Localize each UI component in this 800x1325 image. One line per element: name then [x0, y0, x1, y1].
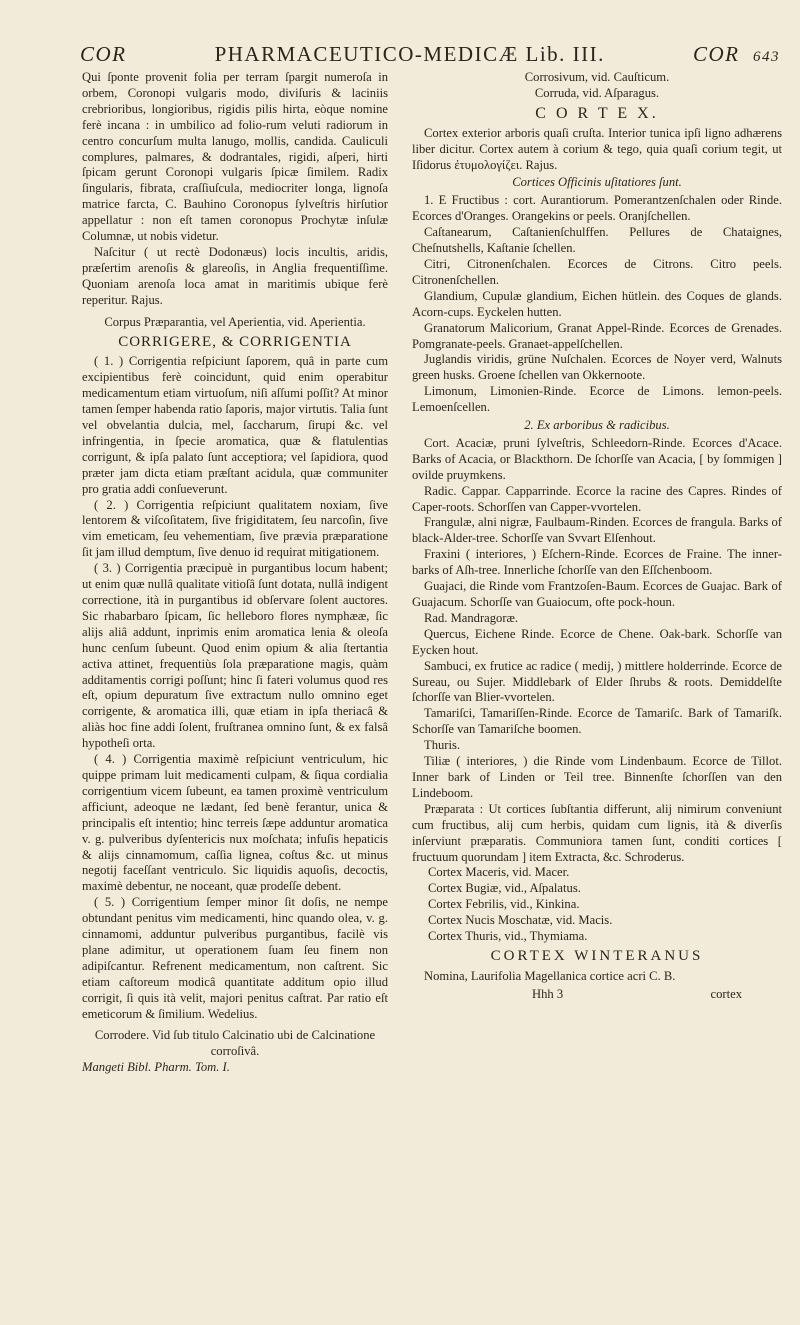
- paragraph: ( 3. ) Corrigentia præcipuè in purgantibus locum habent; ut enim quæ nullâ qualitate vitioſâ ſunt dotata, nullâ indigent correctione, ità in purgantibus id obſervare ſolent auctores. Sic rhabarbaro ſpicam, ſic helleboro flores nymphææ, ſic alijs aliâ addunt, inprimis enim aromatica lenia & oleoſa hunc cenſum ſubeunt. Quod enim opium & alia ſtertantia activa attinet, frequentiùs ſola præparatione magis, quàm additamentis corrigi poſſunt; hinc ſi fateri volumus quod res eſt, opium depuratum ſive extractum nullo omnino eget corrigente, & aromatica illi, quæ etiam in ipſa theriacâ & aliàs hoc fine addi ſolent, fruſtranea omnino ſunt, & ex falsâ hypotheſi orta.: [82, 561, 388, 751]
- paragraph: Fraxini ( interiores, ) Eſchern-Rinde. Ecorces de Fraine. The inner-barks of Aſh-tree. Innerliche ſchorſſe van den Eſſchenboom.: [412, 547, 782, 578]
- paragraph: ( 2. ) Corrigentia reſpiciunt qualitatem noxiam, ſive lentorem & viſcoſitatem, ſive frigiditatem, ſeu narcoſin, ſive vim emeticam, ſeu vehementiam, ſive prævia præparatione ſit jam illud demptum, ſive denuo id requirat mitigationem.: [82, 497, 388, 560]
- signature-mark: Hhh 3: [532, 986, 564, 1001]
- paragraph: Radic. Cappar. Capparrinde. Ecorce la racine des Capres. Rindes of Caper-roots. Schorſſen van Capper-vvortelen.: [412, 483, 782, 514]
- cross-reference: Cortex Thuris, vid., Thymiama.: [428, 929, 588, 944]
- header-title: PHARMACEUTICO-MEDICÆ Lib. III.: [214, 42, 605, 66]
- paragraph: Nomina, Laurifolia Magellanica cortice acri C. B.: [424, 968, 676, 983]
- paragraph: Cortex exterior arboris quaſi cruſta. Interior tunica ipſi ligno adhærens liber dicitur. Cortex autem à corium & tego, quia quaſi corium tegit, ut Iſidorus ἐτυμολογίζει. Rajus.: [412, 125, 782, 172]
- cross-reference: Cortex Maceris, vid. Macer.: [428, 865, 570, 880]
- paragraph: Juglandis viridis, grüne Nuſchalen. Ecorces de Noyer verd, Walnuts green husks. Groene ſchellen van Okkernoote.: [412, 352, 782, 383]
- paragraph: ( 4. ) Corrigentia maximè reſpiciunt ventriculum, hic quippe primam luit medicamenti culpam, & ſiqua cordialia corrigentium vicem ſubeunt, ea tamen proximè ventriculum afficiunt, adeoque ne lædant, ſed benè ferantur, unica & principalis eſt intentio; hinc terreis ſæpe adduntur aromatica v. g. pulveribus dyſentericis nux moſchata; infuſis hepaticis & alijs cinnamomum, caſſia lignea, coſtus &c. ut minus negotij faceſſant ventriculo. Sic liquidis aquoſis, decoctis, maximè debentur, ne noceant, quæ prodeſſe debent.: [82, 752, 388, 894]
- running-header: [80, 42, 780, 66]
- right-column: [412, 70, 782, 1003]
- paragraph: Tiliæ ( interiores, ) die Rinde vom Lindenbaum. Ecorce de Tillot. Inner bark of Linden or Teil tree. Binnenſte ſchorſſen van den Lindeboom.: [412, 754, 782, 800]
- cross-reference: Cortex Febrilis, vid., Kinkina.: [428, 897, 580, 912]
- subheading: Cortices Officinis uſitatiores ſunt.: [512, 175, 682, 190]
- signature-line: Mangeti Bibl. Pharm. Tom. I.: [82, 1060, 230, 1075]
- paragraph: ( 5. ) Corrigentium ſemper minor ſit doſis, ne nempe obtundant penitus vim medicamenti, hinc quando olea, v. g. cinnamomi, adduntur pulveribus purgantibus, facilè vis plane adimitur, ut operationem ſuam ſeu finem non adipiſcantur. Refrenent medicamentum, non caſtrent. Sic etiam caſtoreum modicâ quantitate additum opio illud corrigit, ſi quis ità velit, majori penitus caſtrat. Par ratio eſt emeticorum & ſimilium. Wedelius.: [82, 895, 388, 1021]
- section-heading: C O R T E X.: [535, 104, 659, 122]
- subheading: 2. Ex arboribus & radicibus.: [524, 418, 670, 433]
- left-column: [82, 70, 388, 1076]
- paragraph: 1. E Fructibus : cort. Aurantiorum. Pomerantzenſchalen oder Rinde. Ecorces d'Oranges. Orangekins or peels. Oranjſchellen.: [412, 193, 782, 224]
- paragraph: Granatorum Malicorium, Granat Appel-Rinde. Ecorces de Grenades. Pomgranate-peels. Granaet-appelſchellen.: [412, 320, 782, 351]
- paragraph: Thuris.: [424, 738, 461, 753]
- cross-reference: Cortex Nucis Moschatæ, vid. Macis.: [428, 913, 613, 928]
- paragraph: Qui ſponte provenit folia per terram ſpargit numeroſa in orbem, Coronopi vulgaris modo, diviſuris & laciniis crebrioribus, longioribus, rigidis pilis hirta, eòque nomine ferè incana : in umbilico ad folio-rum veluti radiorum in centro concurſum multa lanugo, mollis, candida. Cauliculi complures, palmares, & dodrantales, rigidi, aſperi, hirti ſpicam gerunt Coronopi vulgaris ſpicæ ſimilem. Radix ſingularis, fibrata, craſſiuſcula, mediocriter longa, lignoſa matrice farcta, C. Bauhino Coronopus ſylveſtris hirſutior appellatur : non eſt tamen coronopus Prochytæ inſulæ Columnæ, ut nobis videtur.: [82, 70, 388, 244]
- section-heading: CORTEX WINTERANUS: [490, 947, 704, 964]
- page-number: 643: [752, 49, 780, 65]
- paragraph: Naſcitur ( ut rectè Dodonæus) locis incultis, aridis, præſertim arenoſis & glareoſis, in Anglia frequentiſſime. Quoniam arenoſa loca amat in maritimis ubique ferè reperitur. Rajus.: [82, 244, 388, 307]
- paragraph: Rad. Mandragoræ.: [424, 610, 519, 625]
- paragraph: Tamariſci, Tamariſſen-Rinde. Ecorce de Tamariſc. Bark of Tamariſk. Schorſſe van Tamariſche boomen.: [412, 706, 782, 737]
- cross-reference: Corruda, vid. Aſparagus.: [534, 85, 660, 100]
- paragraph: Sambuci, ex frutice ac radice ( medij, ) mittlere holderrinde. Ecorce de Sureau, ou Sujer. Middlebark of Elder ſhrubs & roots. Demiddelſte ſchorſſe van Blier-vvortelen.: [412, 658, 782, 705]
- cross-reference: Cortex Bugiæ, vid., Aſpalatus.: [428, 881, 581, 896]
- paragraph: Glandium, Cupulæ glandium, Eichen hütlein. des Coques de glands. Acorn-cups. Eyckelen hutten.: [412, 288, 782, 319]
- cross-reference: Corrosivum, vid. Cauſticum.: [524, 70, 670, 84]
- page-footer: [412, 987, 782, 1003]
- header-right-word: COR: [692, 42, 740, 66]
- paragraph: Guajaci, die Rinde vom Frantzoſen-Baum. Ecorces de Guajac. Bark of Guajacum. Schorſſe van Guaiocum, ofte pock-houn.: [412, 579, 782, 609]
- cross-reference: Corrodere. Vid ſub titulo Calcinatio ubi de Calcinatione corroſivâ.: [94, 1028, 376, 1059]
- header-left: COR: [80, 42, 127, 66]
- section-heading: CORRIGERE, & CORRIGENTIA: [118, 333, 352, 350]
- paragraph: Frangulæ, alni nigræ, Faulbaum-Rinden. Ecorces de frangula. Barks of black-Alder-tree. Schorſſe van Svvart Elſenhout.: [412, 515, 782, 546]
- paragraph: Præparata : Ut cortices ſubſtantia differunt, alij nimirum conveniunt cum fructibus, alij cum herbis, quidam cum lignis, ità & diverſis inſerviunt præparatis. Communiora tamen ſunt, conditi cortices [ fructuum quorundam ] item Extracta, &c. Schroderus.: [412, 801, 782, 864]
- paragraph: Caſtanearum, Caſtanienſchulffen. Pellures de Chataignes, Cheſnutshells, Kaſtanie ſchellen.: [412, 225, 782, 256]
- paragraph: Limonum, Limonien-Rinde. Ecorce de Limons. lemon-peels. Lemoenſcellen.: [412, 384, 782, 415]
- paragraph: ( 1. ) Corrigentia reſpiciunt ſaporem, quâ in parte cum excipientibus ferè coincidunt, quid enim operabitur medicamentum etiam virtuoſum, niſi aſſumi poſſit? At minor tamen ſemper habenda ratio ſaporis, major virtutis. Talia ſunt vel obvelantia dulcia, mel, ſaccharum, ſirupi &c. vel infringentia, in ſpecie aromatica, quæ & flatulentias corrigunt, & ipſa palato ſunt acceptiora; vel ſapidiora, quod præter jam dicta etiam præſtant acidula, quæ communiter pro gratia addi conſueverunt.: [82, 354, 388, 496]
- catchword: cortex: [710, 986, 742, 1001]
- paragraph: Quercus, Eichene Rinde. Ecorce de Chene. Oak-bark. Schorſſe van Eycken hout.: [412, 626, 782, 657]
- cross-reference: Corpus Præparantia, vel Aperientia, vid. Aperientia.: [104, 314, 366, 329]
- paragraph: Cort. Acaciæ, pruni ſylveſtris, Schleedorn-Rinde. Ecorces d'Acace. Barks of Acacia, or Blackthorn. De ſchorſſe van Acacia, [ by ſommigen ] ovilde pruymkens.: [412, 435, 782, 482]
- paragraph: Citri, Citronenſchalen. Ecorces de Citrons. Citro peels. Citronenſchellen.: [412, 256, 782, 287]
- header-right: [693, 42, 780, 67]
